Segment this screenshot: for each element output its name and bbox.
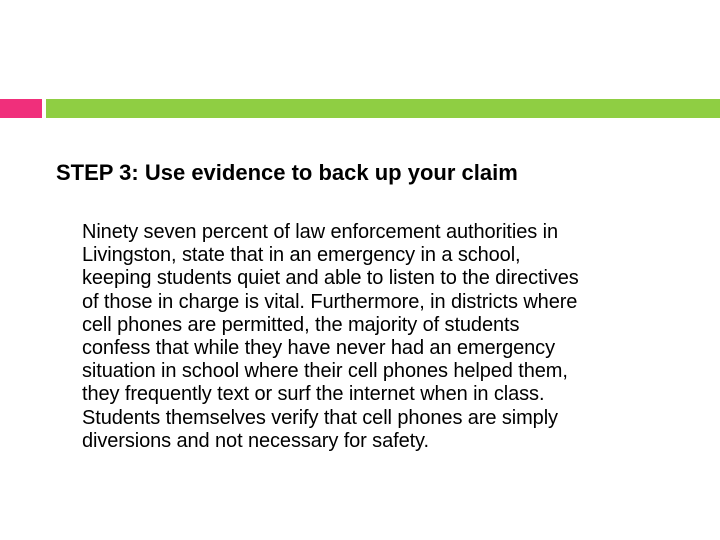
body-line: they frequently text or surf the internet when in class.	[82, 383, 545, 406]
slide-heading: STEP 3: Use evidence to back up your claim	[56, 160, 518, 185]
body-line: Livingston, state that in an emergency in a school,	[82, 244, 521, 267]
body-line: Students themselves verify that cell phones are simply	[82, 406, 558, 429]
green-accent-bar	[46, 99, 720, 118]
body-line: situation in school where their cell phones helped them,	[82, 360, 568, 383]
body-line: confess that while they have never had an emergency	[82, 337, 555, 360]
body-line: keeping students quiet and able to listen to the directives	[82, 267, 579, 290]
body-line: of those in charge is vital. Furthermore, in districts where	[82, 290, 578, 313]
body-line: diversions and not necessary for safety.	[82, 429, 429, 452]
body-line: Ninety seven percent of law enforcement authorities in	[82, 221, 558, 243]
slide-body-text	[82, 221, 694, 453]
body-line: cell phones are permitted, the majority of students	[82, 313, 520, 336]
pink-accent-bar	[0, 99, 42, 118]
